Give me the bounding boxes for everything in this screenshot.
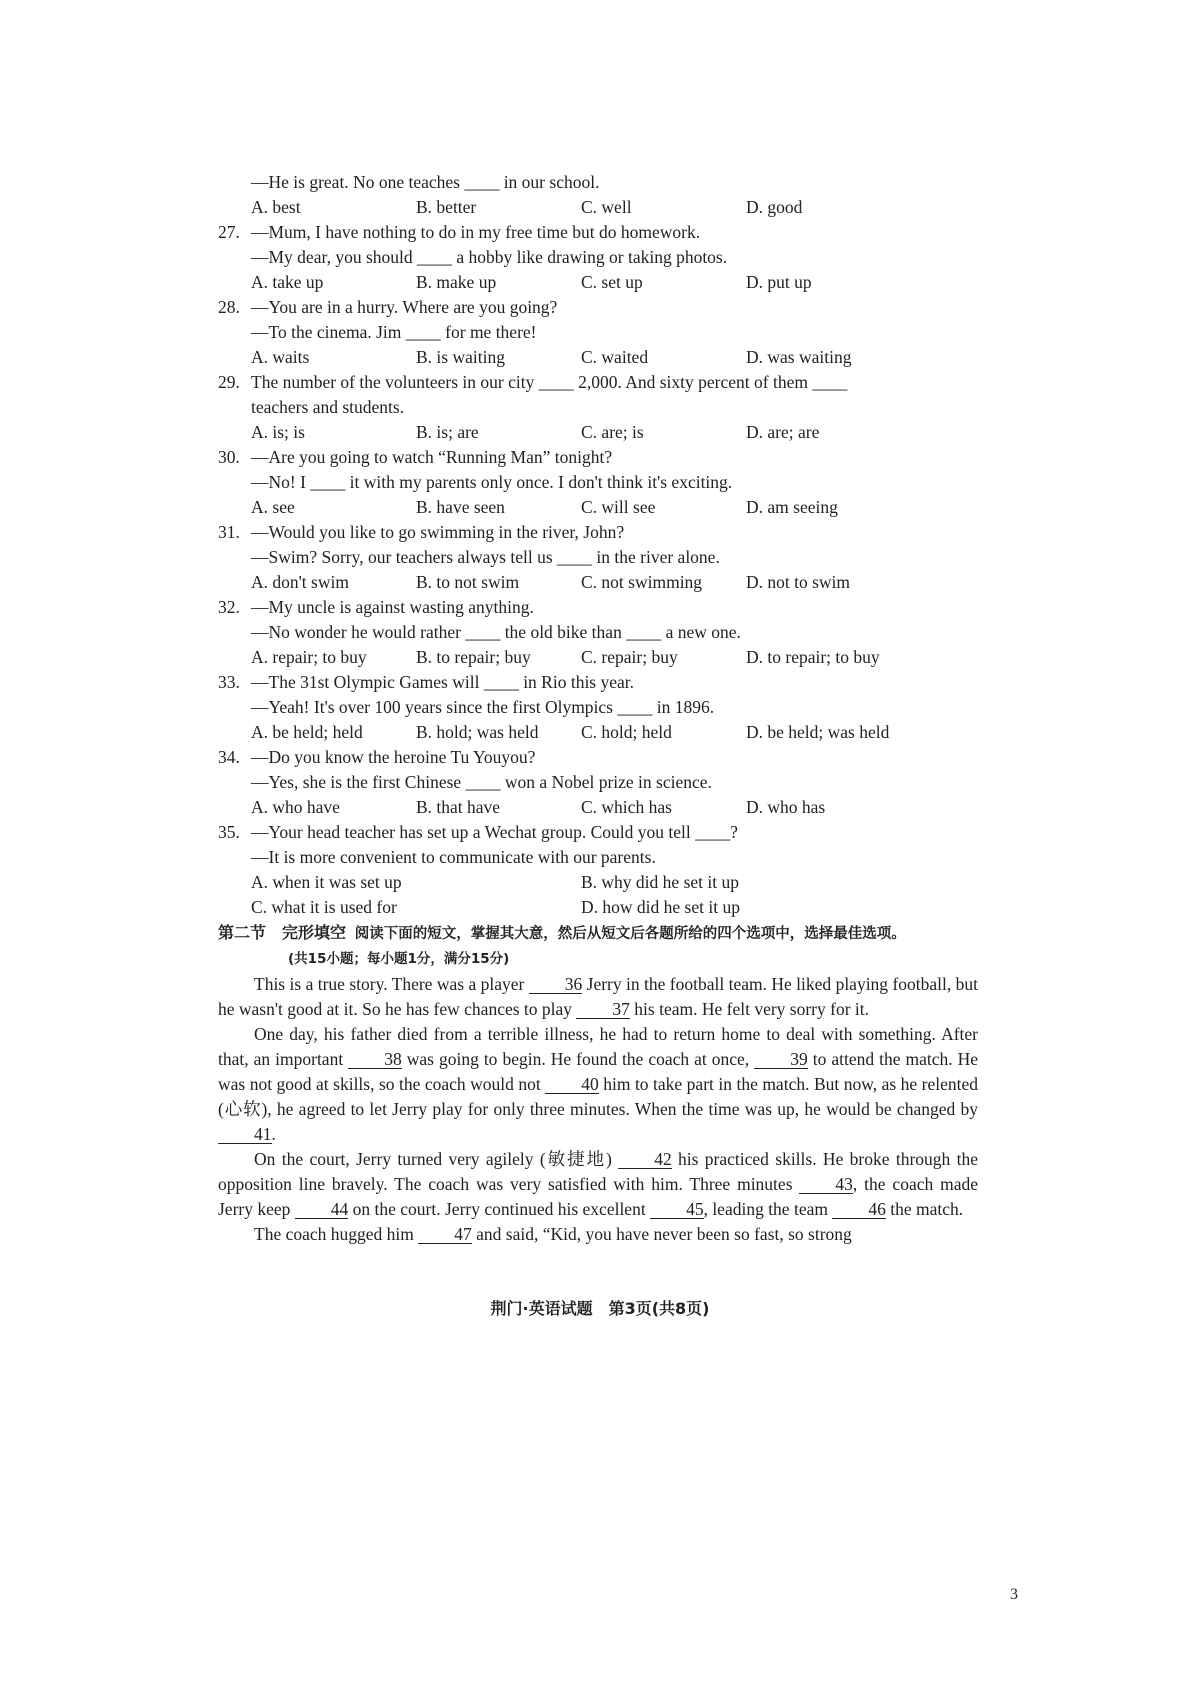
question-30 xyxy=(218,445,978,470)
passage-paragraph-2 xyxy=(218,1022,978,1147)
passage-text: , leading the team xyxy=(703,1199,828,1219)
question-33-options xyxy=(218,720,978,745)
option-c: C. waited xyxy=(581,347,649,367)
passage-text: Jerry in the football team. He liked playing football, but he wasn't good at it. So he has few chances to play xyxy=(218,974,979,1019)
passage-text: to attend the match. He was not good at skills, so the coach would not xyxy=(218,1049,979,1094)
blank-42: 42 xyxy=(618,1150,672,1169)
question-line: —Are you going to watch “Running Man” tonight? xyxy=(251,447,613,467)
question-32 xyxy=(218,595,978,620)
question-line: —It is more convenient to communicate with our parents. xyxy=(251,847,656,867)
passage-text: on the court. Jerry continued his excellent xyxy=(352,1199,646,1219)
option-a: A. best xyxy=(251,197,301,217)
blank-47: 47 xyxy=(418,1225,472,1244)
question-line: —Mum, I have nothing to do in my free time but do homework. xyxy=(251,222,701,242)
option-a: A. be held; held xyxy=(251,722,363,742)
question-27 xyxy=(218,220,978,245)
question-line: —Your head teacher has set up a Wechat group. Could you tell ____? xyxy=(251,822,738,842)
option-a: A. take up xyxy=(251,272,324,292)
page-footer: 荆门·英语试题 第3页(共8页) xyxy=(490,1299,710,1318)
question-line: The number of the volunteers in our city ____ 2,000. And sixty percent of them ____ xyxy=(251,372,848,392)
question-line: —To the cinema. Jim ____ for me there! xyxy=(251,322,537,342)
question-line: teachers and students. xyxy=(251,397,405,417)
blank-38: 38 xyxy=(348,1050,402,1069)
blank-46: 46 xyxy=(832,1200,886,1219)
question-31-options xyxy=(218,570,978,595)
exam-content xyxy=(218,170,978,1247)
option-c: C. not swimming xyxy=(581,572,703,592)
question-number: 30. xyxy=(218,447,240,467)
question-number: 29. xyxy=(218,372,240,392)
option-b: B. that have xyxy=(416,797,501,817)
option-b: B. is; are xyxy=(416,422,479,442)
option-d: D. who has xyxy=(746,797,826,817)
option-b: B. make up xyxy=(416,272,497,292)
question-number: 34. xyxy=(218,747,240,767)
question-33 xyxy=(218,670,978,695)
question-30-options xyxy=(218,495,978,520)
question-28-options xyxy=(218,345,978,370)
option-b: B. have seen xyxy=(416,497,505,517)
option-c: C. are; is xyxy=(581,422,644,442)
option-d: D. good xyxy=(746,197,803,217)
question-line: —No! I ____ it with my parents only once. I don't think it's exciting. xyxy=(251,472,733,492)
blank-40: 40 xyxy=(545,1075,599,1094)
question-27-options xyxy=(218,270,978,295)
option-b: B. to repair; buy xyxy=(416,647,531,667)
question-line: —You are in a hurry. Where are you going? xyxy=(251,297,558,317)
question-number: 27. xyxy=(218,222,240,242)
question-34 xyxy=(218,745,978,770)
option-d: D. how did he set it up xyxy=(581,897,740,917)
option-c: C. which has xyxy=(581,797,672,817)
passage-text: This is a true story. There was a player xyxy=(254,974,525,994)
option-d: D. not to swim xyxy=(746,572,851,592)
passage-text: his practiced skills. He broke through the opposition line bravely. The coach was very satisfied with him. Three minutes xyxy=(218,1149,979,1194)
question-number: 31. xyxy=(218,522,240,542)
option-c: C. well xyxy=(581,197,632,217)
passage-text: The coach hugged him xyxy=(254,1224,414,1244)
question-35 xyxy=(218,820,978,845)
question-line: —The 31st Olympic Games will ____ in Rio this year. xyxy=(251,672,635,692)
question-line: —Yes, she is the first Chinese ____ won a Nobel prize in science. xyxy=(251,772,712,792)
option-d: D. put up xyxy=(746,272,812,292)
passage-text: . xyxy=(271,1124,276,1144)
question-29-options xyxy=(218,420,978,445)
blank-37: 37 xyxy=(576,1000,630,1019)
option-d: D. am seeing xyxy=(746,497,838,517)
passage-text: One day, his father died from a terrible illness, he had to return home to deal with something. After that, an important xyxy=(218,1024,978,1069)
option-a: A. who have xyxy=(251,797,340,817)
option-d: D. are; are xyxy=(746,422,820,442)
passage-paragraph-1 xyxy=(218,972,978,1022)
page-number: 3 xyxy=(1010,1586,1018,1603)
option-b: B. better xyxy=(416,197,477,217)
section-scoring: (共15小题；每小题1分，满分15分) xyxy=(288,951,510,967)
question-31 xyxy=(218,520,978,545)
passage-text: , the coach made Jerry keep xyxy=(218,1174,979,1219)
option-c: C. will see xyxy=(581,497,656,517)
option-d: D. be held; was held xyxy=(746,722,890,742)
passage-text: was going to begin. He found the coach at once, xyxy=(406,1049,750,1069)
q26-reply: —He is great. No one teaches ____ in our school. xyxy=(251,172,600,192)
option-c: C. what it is used for xyxy=(251,897,397,917)
blank-45: 45 xyxy=(650,1200,704,1219)
option-c: C. repair; buy xyxy=(581,647,678,667)
blank-36: 36 xyxy=(529,975,583,994)
q26-options xyxy=(218,195,978,220)
question-line: —No wonder he would rather ____ the old bike than ____ a new one. xyxy=(251,622,741,642)
option-d: D. was waiting xyxy=(746,347,852,367)
passage-text: the match. xyxy=(890,1199,964,1219)
question-number: 32. xyxy=(218,597,240,617)
blank-44: 44 xyxy=(295,1200,349,1219)
question-line: —Yeah! It's over 100 years since the first Olympics ____ in 1896. xyxy=(251,697,715,717)
question-line: —My uncle is against wasting anything. xyxy=(251,597,534,617)
option-c: C. set up xyxy=(581,272,643,292)
passage-text: him to take part in the match. But now, as he relented (心软), he agreed to let Jerry play for only three minutes. When the time was up, he would be changed by xyxy=(218,1074,978,1119)
question-line: —Would you like to go swimming in the river, John? xyxy=(251,522,625,542)
passage-text: On the court, Jerry turned very agilely (敏捷地) xyxy=(254,1149,612,1169)
blank-39: 39 xyxy=(754,1050,808,1069)
option-a: A. when it was set up xyxy=(251,872,402,892)
question-line: —Swim? Sorry, our teachers always tell us ____ in the river alone. xyxy=(251,547,720,567)
option-b: B. why did he set it up xyxy=(581,872,739,892)
option-d: D. to repair; to buy xyxy=(746,647,880,667)
question-34-options xyxy=(218,795,978,820)
question-number: 35. xyxy=(218,822,240,842)
question-line: —My dear, you should ____ a hobby like drawing or taking photos. xyxy=(251,247,728,267)
option-b: B. hold; was held xyxy=(416,722,539,742)
option-c: C. hold; held xyxy=(581,722,672,742)
blank-43: 43 xyxy=(799,1175,853,1194)
question-28 xyxy=(218,295,978,320)
passage-text: and said, “Kid, you have never been so fast, so strong xyxy=(476,1224,852,1244)
passage-paragraph-3 xyxy=(218,1147,978,1222)
option-a: A. repair; to buy xyxy=(251,647,367,667)
option-a: A. don't swim xyxy=(251,572,349,592)
option-a: A. is; is xyxy=(251,422,305,442)
question-35-options-row2 xyxy=(218,895,978,920)
passage-text: his team. He felt very sorry for it. xyxy=(634,999,870,1019)
section-instruction: 阅读下面的短文，掌握其大意，然后从短文后各题所给的四个选项中，选择最佳选项。 xyxy=(354,926,906,942)
option-a: A. see xyxy=(251,497,295,517)
question-number: 33. xyxy=(218,672,240,692)
question-35-options-row1 xyxy=(218,870,978,895)
question-29 xyxy=(218,370,978,395)
question-32-options xyxy=(218,645,978,670)
question-number: 28. xyxy=(218,297,240,317)
blank-41: 41 xyxy=(218,1125,272,1144)
option-b: B. is waiting xyxy=(416,347,505,367)
option-b: B. to not swim xyxy=(416,572,520,592)
passage-paragraph-4 xyxy=(218,1222,978,1247)
section-heading xyxy=(218,920,978,947)
option-a: A. waits xyxy=(251,347,310,367)
section-title: 第二节 完形填空 xyxy=(218,923,347,942)
question-line: —Do you know the heroine Tu Youyou? xyxy=(251,747,536,767)
